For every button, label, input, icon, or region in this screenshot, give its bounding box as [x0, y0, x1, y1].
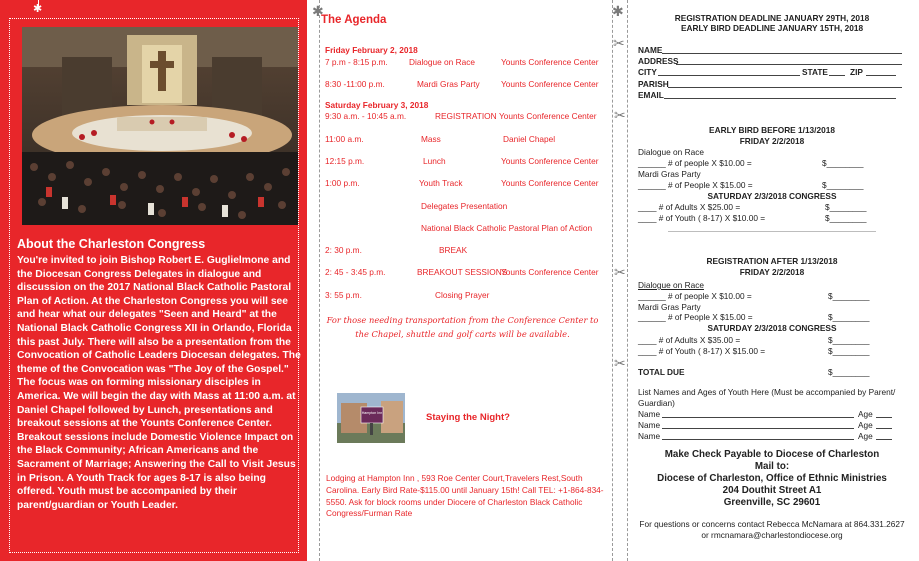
agenda-place: Younts Conference Center [501, 57, 599, 67]
city-field[interactable] [658, 75, 800, 76]
after-mardi-label: Mardi Gras Party [638, 302, 701, 312]
agenda-time: 7 p.m - 8:15 p.m. [325, 57, 388, 67]
agenda-time: 2: 45 - 3:45 p.m. [325, 267, 386, 277]
after-mardi-line[interactable]: ______ # of People X $15.00 = [638, 312, 753, 322]
youth-name-field[interactable] [662, 439, 854, 440]
after-mardi-amount[interactable]: $________ [828, 312, 870, 322]
youth-name-field[interactable] [662, 428, 854, 429]
agenda-place: Younts Conference Center [499, 111, 597, 121]
early-race-amount[interactable]: $________ [822, 158, 864, 168]
youth-names-intro: List Names and Ages of Youth Here (Must be accompanied by Parent/ Guardian) [638, 387, 896, 408]
early-mardi-line[interactable]: ______ # of People X $15.00 = [638, 180, 753, 190]
agenda-place: Daniel Chapel [503, 134, 556, 144]
agenda-event: BREAKOUT SESSIONS [417, 267, 508, 277]
after-adults-amount[interactable]: $________ [828, 335, 870, 345]
agenda-event: Youth Track [419, 178, 463, 188]
after-race-amount[interactable]: $________ [828, 291, 870, 301]
agenda-time: 3: 55 p.m. [325, 290, 362, 300]
about-title: About the Charleston Congress [17, 237, 206, 251]
agenda-time: 2: 30 p.m. [325, 245, 362, 255]
star-icon: ✱ [612, 3, 624, 19]
after-race-label: Dialogue on Race [638, 280, 704, 290]
agenda-time: 11:00 a.m. [325, 134, 364, 144]
mail-to: Mail to: [754, 461, 790, 472]
agenda-event: REGISTRATION [435, 111, 497, 121]
hotel-photo [337, 393, 405, 443]
agenda-event: Mass [421, 134, 441, 144]
address-field[interactable] [676, 64, 902, 65]
early-bird-deadline: EARLY BIRD DEADLINE JANUARY 15TH, 2018 [680, 23, 864, 33]
section-divider [668, 231, 876, 232]
address-label: ADDRESS [638, 56, 679, 66]
early-saturday: SATURDAY 2/3/2018 CONGRESS [707, 191, 837, 201]
agenda-time: 1:00 p.m. [325, 178, 360, 188]
street-address: 204 Douthit Street A1 [722, 485, 822, 496]
agenda-event: BREAK [439, 245, 468, 255]
star-icon: ✱ [312, 3, 324, 19]
agenda-event: Lunch [423, 156, 446, 166]
agenda-place: Younts Conference Center [501, 267, 599, 277]
contact-email[interactable]: or rmcnamara@charlestondiocese.org [701, 530, 843, 540]
scissors-icon: ✂ [614, 355, 626, 371]
agenda-time: 12:15 p.m. [325, 156, 365, 166]
agenda-time: 9:30 a.m. - 10:45 a.m. [325, 111, 407, 121]
email-field[interactable] [664, 98, 896, 99]
office-address: Diocese of Charleston, Office of Ethnic Ministries [657, 473, 887, 484]
youth-age-label: Age [858, 431, 873, 441]
agenda-event: Closing Prayer [435, 290, 490, 300]
early-adults-amount[interactable]: $________ [825, 202, 867, 212]
registration-deadline: REGISTRATION DEADLINE JANUARY 29TH, 2018 [674, 13, 870, 23]
hotel-sign-text: Hampton Inn [361, 411, 383, 415]
early-mardi-label: Mardi Gras Party [638, 169, 701, 179]
state-field[interactable] [829, 75, 845, 76]
youth-age-field[interactable] [876, 428, 892, 429]
early-youth-line[interactable]: ____ # of Youth ( 8-17) X $10.00 = [638, 213, 766, 223]
early-date: FRIDAY 2/2/2018 [739, 136, 805, 146]
contact-line: For questions or concerns contact Rebecca McNamara at 864.331.2627 [639, 519, 905, 529]
city-state-zip: Greenville, SC 29601 [723, 497, 821, 508]
scissors-icon: ✂ [614, 107, 626, 123]
cut-line [627, 0, 628, 561]
fold-line [319, 0, 320, 561]
youth-age-label: Age [858, 420, 873, 430]
agenda-place: Younts Conference Center [501, 79, 599, 89]
name-label: NAME [638, 45, 663, 55]
congress-mass-photo [22, 27, 298, 225]
early-title: EARLY BIRD BEFORE 1/13/2018 [709, 125, 835, 135]
lodging-info: Lodging at Hampton Inn , 593 Roe Center Court,Travelers Rest,South Carolina. Early Bird Rate-$115.00 until January 15th! Call TEL: +1-864-834-5550. Ask for block rooms under Diocere of Charleston Black Catholic Congress/Furman Rate [326, 473, 604, 519]
after-youth-line[interactable]: ____ # of Youth ( 8-17) X $15.00 = [638, 346, 766, 356]
scissors-icon: ✂ [613, 35, 625, 51]
agenda-event: Delegates Presentation [421, 201, 508, 211]
name-field[interactable] [662, 53, 902, 54]
agenda-time: 8:30 -11:00 p.m. [325, 79, 385, 89]
youth-age-label: Age [858, 409, 873, 419]
after-title: REGISTRATION AFTER 1/13/2018 [706, 256, 838, 266]
early-race-label: Dialogue on Race [638, 147, 704, 157]
payable-line: Make Check Payable to Diocese of Charleston [664, 449, 880, 460]
youth-name-label: Name [638, 420, 661, 430]
total-amount[interactable]: $________ [828, 367, 870, 377]
early-mardi-amount[interactable]: $________ [822, 180, 864, 190]
transport-note: For those needing transportation from the Conference Center to the Chapel, shuttle and golf carts will be available. [326, 315, 599, 339]
city-label: CITY [638, 67, 657, 77]
left-panel [0, 0, 307, 561]
agenda-place: Younts Conference Center [501, 178, 599, 188]
early-youth-amount[interactable]: $________ [825, 213, 867, 223]
after-saturday: SATURDAY 2/3/2018 CONGRESS [707, 323, 837, 333]
cut-line [612, 0, 613, 561]
total-label: TOTAL DUE [638, 367, 685, 377]
youth-name-label: Name [638, 409, 661, 419]
after-race-line[interactable]: ______ # of people X $10.00 = [638, 291, 752, 301]
saturday-header: Saturday February 3, 2018 [325, 100, 429, 110]
star-icon: ✱ [33, 3, 43, 15]
friday-header: Friday February 2, 2018 [325, 45, 418, 55]
parish-field[interactable] [668, 87, 902, 88]
after-adults-line[interactable]: ____ # of Adults X $35.00 = [638, 335, 741, 345]
agenda-place: Younts Conference Center [501, 156, 599, 166]
state-label: STATE [802, 67, 828, 77]
zip-label: ZIP [850, 67, 863, 77]
parish-label: PARISH [638, 79, 669, 89]
after-youth-amount[interactable]: $________ [828, 346, 870, 356]
youth-age-field[interactable] [876, 417, 892, 418]
scissors-icon: ✂ [614, 264, 626, 280]
about-body: You're invited to join Bishop Robert E. Guglielmone and the Diocesan Congress Delegates in dialogue and discussion on the 2017 National Black Catholic Pastoral Plan of Action. At the Charleston Congress you will see and hear what our delegates "Seen and Heard" at the National Black Catholic Congress XII in Orlando, Florida this past July. There will also be a presentation from the Convocation of Catholic Leaders Diocesan delegates. The theme of the Convocation was "The Joy of the Gospel." The focus was on forming missionary disciples in America. We will begin the day with Mass at 11:00 a.m. at Daniel Chapel followed by Lunch, presentations and breakout sessions at the Younts Conference Center. Breakout sessions include Domestic Violence Impact on the Black Community; African Americans and the Sacrament of Marriage; Answering the Call to Visit Jesus in Prison. A Youth Track for ages 8-17 is also being offered. Youth must be accompanied by their parent/guardian or Youth Leader. [17, 255, 301, 511]
youth-name-label: Name [638, 431, 661, 441]
agenda-event: National Black Catholic Pastoral Plan of Action [421, 223, 593, 233]
agenda-event: Dialogue on Race [409, 57, 475, 67]
agenda-event: Mardi Gras Party [417, 79, 480, 89]
zip-field[interactable] [866, 75, 896, 76]
early-adults-line[interactable]: ____ # of Adults X $25.00 = [638, 202, 741, 212]
early-race-line[interactable]: ______ # of people X $10.00 = [638, 158, 752, 168]
youth-name-field[interactable] [662, 417, 854, 418]
youth-age-field[interactable] [876, 439, 892, 440]
after-date: FRIDAY 2/2/2018 [739, 267, 805, 277]
email-label: EMAIL [638, 90, 664, 100]
staying-title: Staying the Night? [426, 412, 510, 423]
agenda-title: The Agenda [321, 14, 387, 26]
